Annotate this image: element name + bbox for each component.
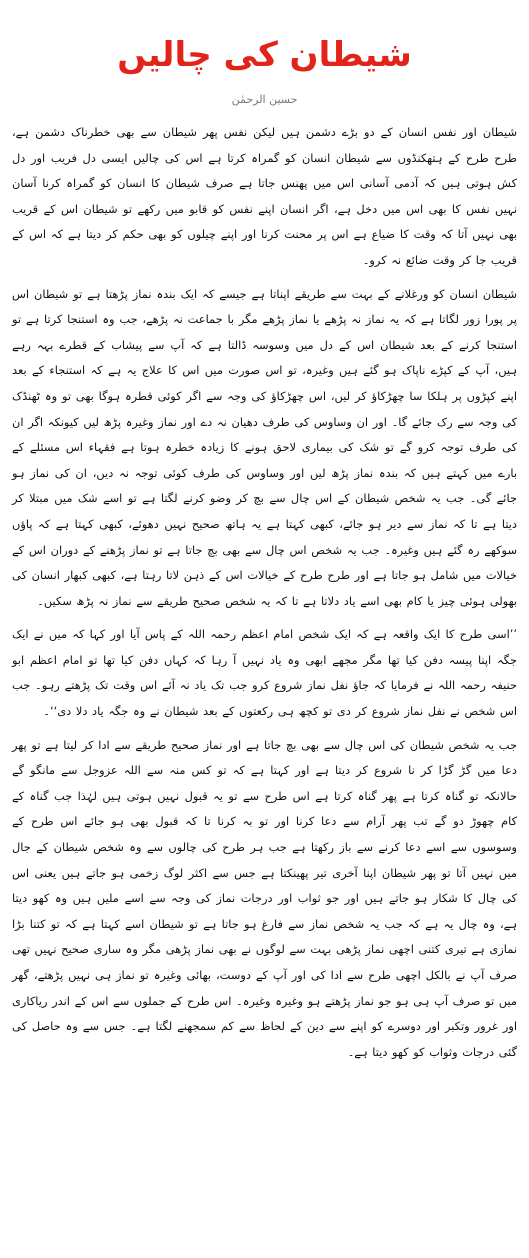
article-author: حسین الرحمٰن [231, 93, 298, 106]
paragraph-intro: شیطان اور نفس انسان کے دو بڑے دشمن ہیں لیکن نفس پھر شیطان سے بھی خطرناک دشمن ہے، طرح طرح کے ہتھکنڈوں سے شیطان انسان کو گمراہ کرتا ہے اس کی چالیں ایسی دل فریب اور دل کش ہوتی ہیں کہ آدمی آسانی اس میں پھنس جاتا ہے صرف شیطان کا انسان کو گمراہ کرنا آسان نہیں نفس کا بھی اس میں دخل ہے، اگر انسان اپنے نفس کو قابو میں رکھے تو شیطان اس کے قریب بھی نہیں آتا کہ وقت کا ضیاع ہے اس پر محنت کرنا اور اپنے چیلوں کو بھی حکم کر دیتا ہے کہ اس کے قریب جا کر وقت ضائع نہ کرو۔ [12, 125, 517, 267]
paragraph-dua-and-pride: جب یہ شخص شیطان کی اس چال سے بھی بچ جاتا ہے اور نماز صحیح طریقے سے ادا کر لیتا ہے تو پھر دعا میں گڑ گڑا کر نا شروع کر دیتا ہے اور کہتا ہے کہ تو کس منہ سے اللہ عزوجل سے مانگو گے حالانکہ تو گناہ کرتا ہے پھر گناہ کرتا ہے اس طرح سے تو یہ قبول نہیں ہوتی ہیں لہٰذا جب گناہ کے کام چھوڑ دو گے تب پھر آرام سے دعا کرنا اور تو بہ کرنا تا کہ قبول بھی ہو جائے اس طرح کے وسوسوں سے اسے دعا کرنے سے باز رکھتا ہے جب ہر طرح کی چالوں سے وہ شخص شیطان کے جال میں نہیں آتا تو پھر شیطان اپنا آخری تیر پھینکتا ہے جس سے اکثر لوگ زخمی ہو جاتے ہیں یعنی اس کی چال کا شکار ہو جاتے ہیں اور جو ثواب اور درجات نماز کی وجہ سے اسے ملیں ہیں وہ کھو دیتا ہے، وہ چال یہ ہے کہ جب یہ شخص نماز سے فارغ ہو جاتا ہے تو شیطان اسے کہتا ہے کہ تو کتنا بڑا نمازی ہے تیری کتنی اچھی نماز پڑھی بہت سے لوگوں نے بھی نماز پڑھی مگر وہ ساری صحیح نہیں تھی صرف آپ نے بالکل اچھی طرح سے ادا کی اور آپ کے دوست، بھائی وغیرہ تو نماز ہی نہیں پڑھتے، گھر میں تو صرف آپ ہی ہو جو نماز پڑھتے ہو وغیرہ وغیرہ۔ اس طرح کے جملوں سے اس کے اندر ریاکاری اور غرور وتکبر اور دوسرے کو اپنے سے دین کے لحاظ سے کم سمجھنے لگتا ہے۔ جس سے وہ حاصل کی گئی درجات وثواب کو کھو دیتا ہے۔ [12, 737, 517, 1059]
article-title: شیطان کی چالیں [117, 35, 412, 75]
paragraph-prayer-whispers: شیطان انسان کو ورغلانے کے بہت سے طریقے اپناتا ہے جیسے کہ ایک بندہ نماز پڑھتا ہے تو شیطان اس پر پورا زور لگاتا ہے کہ یہ نماز نہ پڑھے یا نماز پڑھے مگر با جماعت نہ پڑھے، جب وہ استنجا کرتا ہے تو استنجا کرنے کے بعد شیطان اس کے دل میں وسوسہ ڈالتا ہے کہ آپ سے پیشاب کے قطرے بہہ رہے ہیں، آپ کے کپڑے ناپاک ہو گئے ہیں وغیرہ، تو اس صورت میں اس کا علاج یہ ہے کہ استنجاء کے بعد اپنے کپڑوں پر ہلکا سا چھڑکاؤ کر لیں، اس چھڑکاؤ کی وجہ سے اگر کوئی قطرہ ہوگا بھی تو وہ ٹھنڈک کی وجہ سے رک جائے گا۔ اور ان وساوس کی طرف دھیان نہ دے اور نماز وغیرہ پڑھ لیں کیونکہ اگر ان کی طرف توجہ کرو گے تو شک کی بیماری لاحق ہونے کا زیادہ خطرہ ہوتا ہے فقہاء اس مسئلے کے بارے میں کہتے ہیں کہ بندہ نماز پڑھ لیں اور وساوس کی طرف کوئی توجہ نہ دیں، ان کی نماز ہو جائے گی۔ جب یہ شخص شیطان کے اس چال سے بچ کر وضو کرنے لگتا ہے تو اسے شک میں مبتلا کر دیتا ہے تا کہ نماز سے دیر ہو جائے، کبھی کہتا ہے یہ ہاتھ صحیح نہیں دھوئے، کبھی کہتا ہے کہ پاؤں سوکھے رہ گئے ہیں وغیرہ۔ جب یہ شخص اس چال سے بھی بچ جاتا ہے تو نماز پڑھنے کے دوران اس کے خیالات میں شامل ہو جاتا ہے اور طرح طرح کے خیالات اس کے ذہن لاتا رہتا ہے، کبھی کبھار انسان کی بھولی ہوئی چیز یا کام بھی اسے یاد دلاتا ہے تا کہ یہ شخص صحیح طریقے سے نماز نہ پڑھ سکیں۔ [12, 286, 517, 608]
paragraph-imam-anecdote: ’’اسی طرح کا ایک واقعہ ہے کہ ایک شخص امام اعظم رحمہ اللہ کے پاس آیا اور کہا کہ میں نے ایک جگہ اپنا پیسہ دفن کیا تھا مگر مجھے ابھی وہ یاد نہیں آ رہا کہ کہاں دفن کیا تھا تو امام اعظم ابو حنیفہ رحمہ اللہ نے فرمایا کہ جاؤ نفل نماز شروع کرو جب تک یاد نہ آئے اس وقت تک پڑھتے رہو۔ جب اس شخص نے نفل نماز شروع کر دی تو کچھ ہی رکعتوں کے بعد شیطان نے وہ جگہ یاد دلا دی‘‘۔ [12, 627, 517, 719]
article-body [12, 120, 517, 1065]
